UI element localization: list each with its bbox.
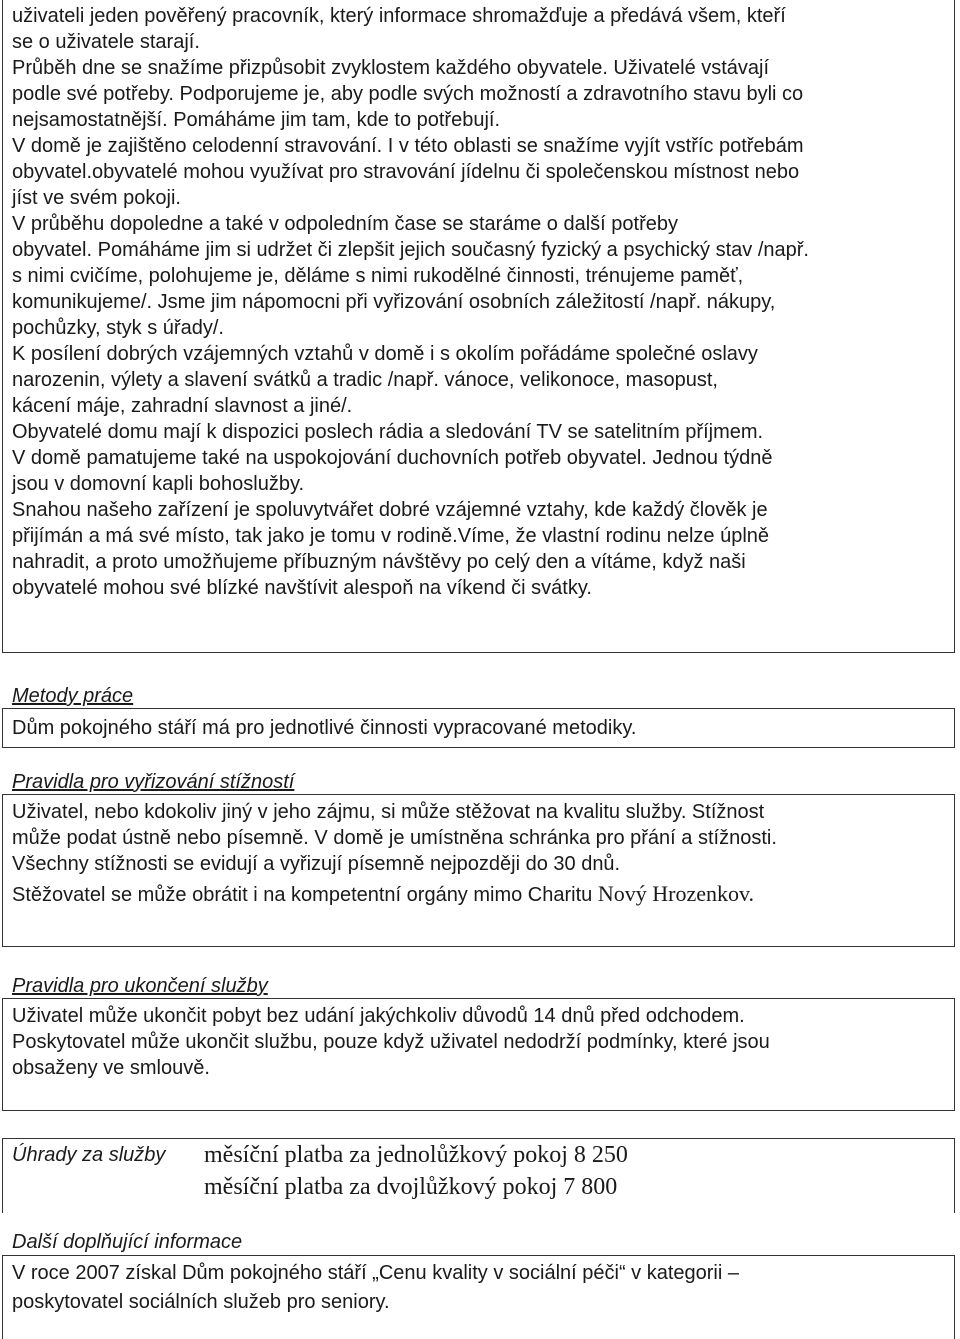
intro-line: podle své potřeby. Podporujeme je, aby podle svých možností a zdravotního stavu byli co: [12, 83, 804, 105]
intro-line: Obyvatelé domu mají k dispozici poslech rádia a sledování TV se satelitním příjmem.: [12, 421, 764, 443]
intro-line: narozenin, výlety a slavení svátků a tradic /např. vánoce, velikonoce, masopust,: [12, 369, 718, 391]
intro-line: s nimi cvičíme, polohujeme je, děláme s nimi rukodělné činnosti, trénujeme paměť,: [12, 265, 744, 287]
stiznosti-last-serif: Nový Hrozenkov.: [597, 881, 755, 906]
stiznosti-line-last: [12, 881, 777, 908]
dalsi-line: V roce 2007 získal Dům pokojného stáří „Cenu kvality v sociální péči“ v kategorii –: [12, 1262, 740, 1284]
intro-line: nahradit, a proto umožňujeme příbuzným návštěvy po celý den a vítáme, když naši: [12, 551, 746, 573]
intro-line: pochůzky, styk s úřady/.: [12, 317, 224, 339]
intro-line: V domě pamatujeme také na uspokojování duchovních potřeb obyvatel. Jednou týdně: [12, 447, 773, 469]
intro-line: Průběh dne se snažíme přizpůsobit zvyklostem každého obyvatele. Uživatelé vstávají: [12, 57, 770, 79]
intro-line: jsou v domovní kapli bohoslužby.: [12, 473, 305, 495]
stiznosti-last-prefix: Stěžovatel se může obrátit i na kompetentní orgány mimo Charitu: [12, 884, 598, 906]
ukonceni-line: Uživatel může ukončit pobyt bez udání jakýchkoliv důvodů 14 dnů před odchodem.: [12, 1005, 745, 1027]
intro-line: K posílení dobrých vzájemných vztahů v domě i s okolím pořádáme společné oslavy: [12, 343, 758, 365]
dalsi-line: poskytovatel sociálních služeb pro seniory.: [12, 1291, 390, 1313]
intro-line: obyvatelé mohou své blízké navštívit alespoň na víkend či svátky.: [12, 577, 592, 599]
intro-line: nejsamostatnější. Pomáháme jim tam, kde to potřebují.: [12, 109, 501, 131]
intro-line: jíst ve svém pokoji.: [12, 187, 181, 209]
intro-line: obyvatel.obyvatelé mohou využívat pro stravování jídelnu či společenskou místnost nebo: [12, 161, 800, 183]
metody-text: Dům pokojného stáří má pro jednotlivé činnosti vypracované metodiky.: [12, 717, 637, 739]
intro-line: uživateli jeden pověřený pracovník, který informace shromažďuje a předává všem, kteří: [12, 5, 786, 27]
intro-line: přijímán a má své místo, tak jako je tomu v rodině.Víme, že vlastní rodinu nelze úplně: [12, 525, 770, 547]
intro-line: obyvatel. Pomáháme jim si udržet či zlepšit jejich současný fyzický a psychický stav /např.: [12, 239, 809, 261]
uhrady-line-1: měsíční platba za jednolůžkový pokoj 8 250: [204, 1142, 628, 1168]
intro-line: V průběhu dopoledne a také v odpoledním čase se staráme o další potřeby: [12, 213, 678, 235]
uhrady-line-2: měsíční platba za dvojlůžkový pokoj 7 800: [204, 1174, 618, 1200]
ukonceni-line: Poskytovatel může ukončit službu, pouze když uživatel nedodrží podmínky, které jsou: [12, 1031, 770, 1053]
ukonceni-heading: Pravidla pro ukončení služby: [12, 975, 268, 997]
intro-line: Snahou našeho zařízení je spoluvytvářet dobré vzájemné vztahy, kde každý člověk je: [12, 499, 768, 521]
intro-line: komunikujeme/. Jsme jim nápomocni při vyřizování osobních záležitostí /např. nákupy,: [12, 291, 776, 313]
intro-line: se o uživatele starají.: [12, 31, 200, 53]
stiznosti-heading: Pravidla pro vyřizování stížností: [12, 771, 295, 793]
metody-heading: Metody práce: [12, 685, 134, 707]
stiznosti-line: Uživatel, nebo kdokoliv jiný v jeho zájmu, si může stěžovat na kvalitu služby. Stížnost: [12, 801, 765, 823]
intro-line: V domě je zajištěno celodenní stravování. I v této oblasti se snažíme vyjít vstříc potřebám: [12, 135, 804, 157]
intro-text: [12, 3, 809, 601]
stiznosti-line: Všechny stížnosti se evidují a vyřizují písemně nejpozději do 30 dnů.: [12, 853, 621, 875]
dalsi-text: [12, 1259, 739, 1317]
ukonceni-text: [12, 1003, 770, 1081]
dalsi-heading: Další doplňující informace: [12, 1231, 243, 1253]
uhrady-heading: Úhrady za služby: [12, 1144, 166, 1166]
stiznosti-text: [12, 799, 777, 908]
stiznosti-line: může podat ústně nebo písemně. V domě je umístněna schránka pro přání a stížnosti.: [12, 827, 777, 849]
ukonceni-line: obsaženy ve smlouvě.: [12, 1057, 210, 1079]
intro-line: kácení máje, zahradní slavnost a jiné/.: [12, 395, 353, 417]
